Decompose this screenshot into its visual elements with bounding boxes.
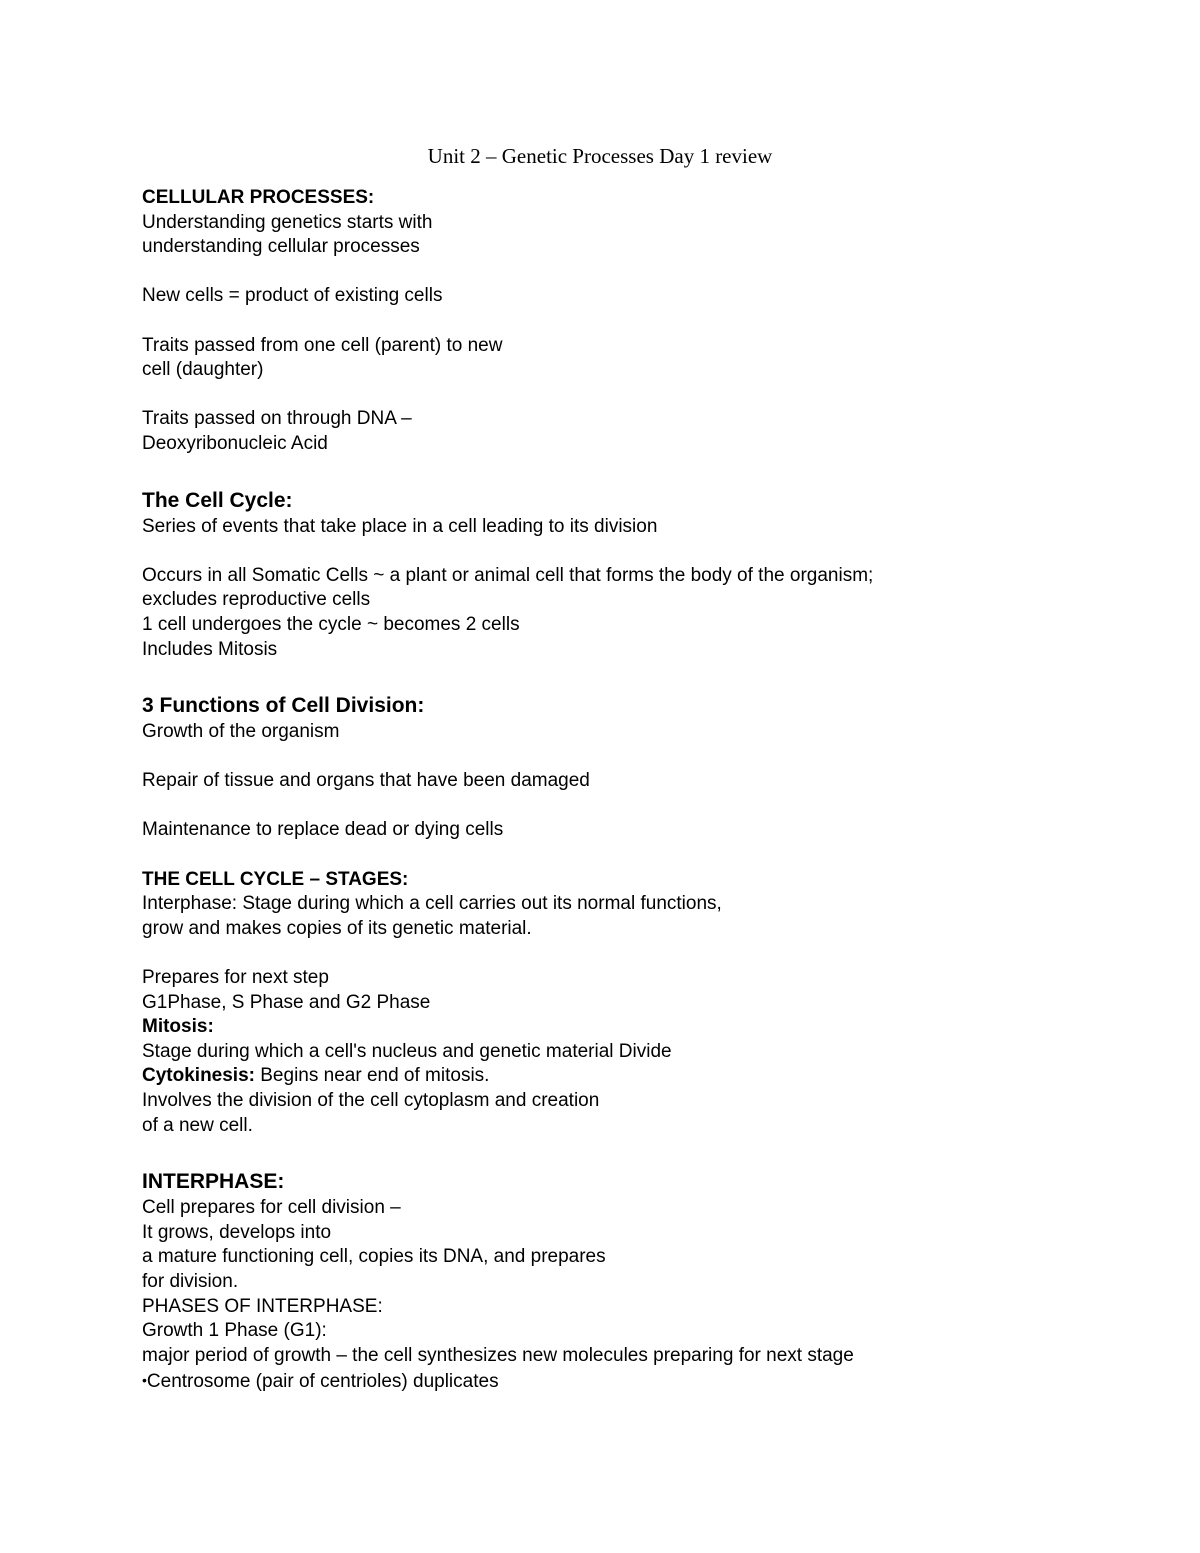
text-line: Deoxyribonucleic Acid	[142, 432, 328, 454]
text-line: 1 cell undergoes the cycle ~ becomes 2 cells	[142, 613, 520, 635]
section-heading-interphase: INTERPHASE:	[142, 1170, 285, 1194]
bullet-text: Centrosome (pair of centrioles) duplicates	[146, 1371, 499, 1393]
bullet-icon: •	[142, 1372, 147, 1389]
text-line: a mature functioning cell, copies its DNA, and prepares	[142, 1246, 606, 1268]
text-line: Understanding genetics starts with	[142, 211, 433, 233]
text-line: Stage during which a cell's nucleus and genetic material Divide	[142, 1040, 672, 1062]
text-line: Growth 1 Phase (G1):	[142, 1320, 327, 1342]
document-body	[142, 186, 1142, 1393]
text-line: Includes Mitosis	[142, 638, 278, 660]
cytokinesis-label: Cytokinesis:	[142, 1065, 255, 1087]
text-line: Maintenance to replace dead or dying cells	[142, 819, 504, 841]
text-line: Repair of tissue and organs that have been damaged	[142, 770, 590, 792]
text-line: of a new cell.	[142, 1114, 253, 1136]
text-line: Interphase: Stage during which a cell carries out its normal functions,	[142, 893, 722, 915]
document-title: Unit 2 – Genetic Processes Day 1 review	[427, 144, 773, 168]
section-heading-cell-cycle: The Cell Cycle:	[142, 488, 293, 512]
bullet-item	[142, 1368, 1142, 1393]
text-line: Prepares for next step	[142, 967, 329, 989]
section-heading-cellular-processes: CELLULAR PROCESSES:	[142, 187, 375, 208]
text-line: cell (daughter)	[142, 359, 264, 381]
text-line: It grows, develops into	[142, 1221, 332, 1243]
text-line: excludes reproductive cells	[142, 589, 371, 611]
text-line: Occurs in all Somatic Cells ~ a plant or animal cell that forms the body of the organism;	[142, 564, 874, 586]
text-line: for division.	[142, 1270, 239, 1292]
text-line: grow and makes copies of its genetic material.	[142, 917, 532, 939]
text-line: Traits passed from one cell (parent) to new	[142, 334, 503, 356]
text-line: major period of growth – the cell synthesizes new molecules preparing for next stage	[142, 1344, 854, 1366]
text-line: Series of events that take place in a cell leading to its division	[142, 515, 658, 537]
text-line: Cell prepares for cell division –	[142, 1197, 401, 1219]
text-line: PHASES OF INTERPHASE:	[142, 1295, 383, 1317]
text-line: G1Phase, S Phase and G2 Phase	[142, 991, 431, 1013]
cytokinesis-text: Begins near end of mitosis.	[254, 1065, 490, 1087]
section-heading-functions: 3 Functions of Cell Division:	[142, 694, 425, 718]
text-line: Traits passed on through DNA –	[142, 408, 412, 430]
text-line: New cells = product of existing cells	[142, 285, 443, 307]
text-line: Growth of the organism	[142, 721, 340, 743]
mitosis-label: Mitosis:	[142, 1016, 214, 1038]
cytokinesis-line	[142, 1064, 1142, 1089]
text-line: Involves the division of the cell cytoplasm and creation	[142, 1090, 600, 1111]
text-line: understanding cellular processes	[142, 236, 420, 258]
section-heading-stages: THE CELL CYCLE – STAGES:	[142, 868, 409, 890]
